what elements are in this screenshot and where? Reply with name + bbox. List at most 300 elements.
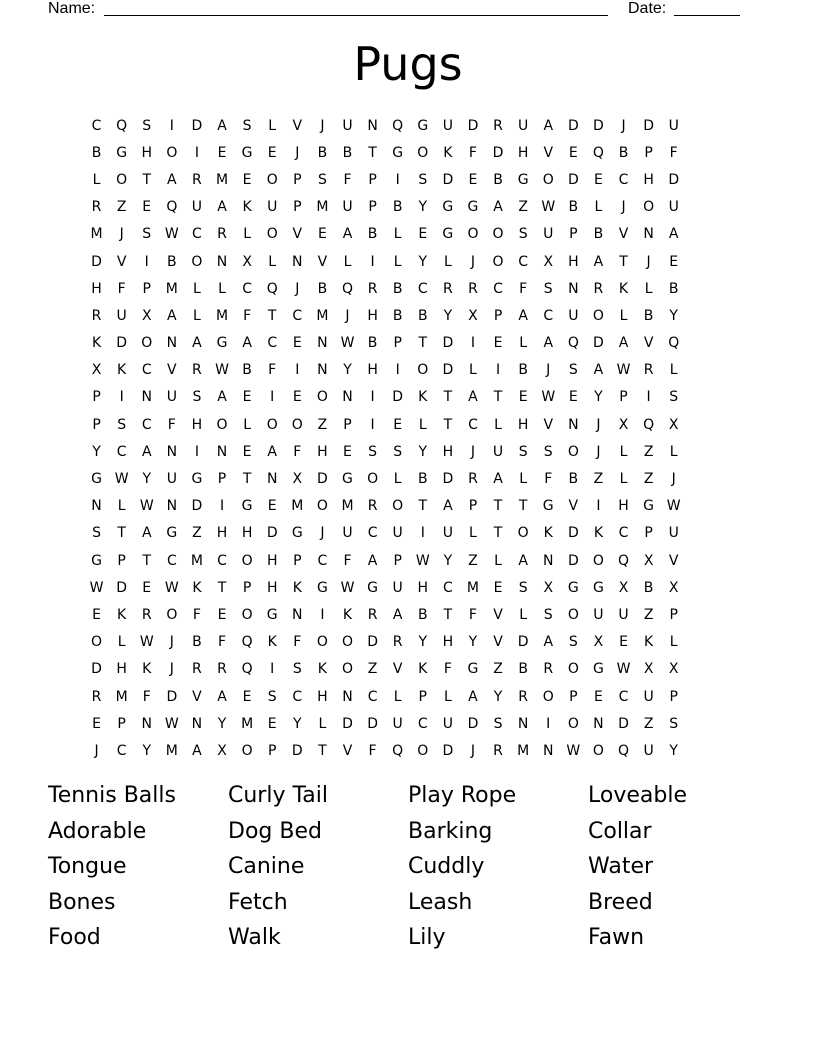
- grid-letter: L: [669, 443, 678, 460]
- grid-letter: Z: [643, 471, 654, 488]
- grid-letter: V: [116, 253, 127, 270]
- grid-letter: T: [443, 606, 453, 623]
- grid-letter: E: [242, 171, 252, 188]
- grid-letter: M: [316, 199, 329, 216]
- grid-row: [84, 710, 686, 737]
- grid-letter: G: [643, 498, 655, 515]
- grid-letter: Z: [192, 525, 202, 542]
- grid-letter: K: [418, 661, 428, 678]
- grid-letter: H: [367, 362, 378, 379]
- grid-letter: H: [241, 525, 253, 542]
- grid-letter: D: [442, 362, 454, 379]
- grid-letter: L: [519, 335, 528, 352]
- grid-letter: B: [242, 362, 252, 379]
- grid-letter: L: [393, 688, 402, 705]
- grid-letter: U: [166, 471, 177, 488]
- grid-letter: K: [644, 634, 654, 651]
- grid-letter: E: [568, 144, 578, 161]
- grid-row: [84, 547, 686, 574]
- grid-letter: L: [619, 471, 628, 488]
- grid-letter: P: [669, 606, 678, 623]
- grid-letter: A: [468, 688, 478, 705]
- grid-letter: U: [618, 606, 629, 623]
- grid-letter: Q: [392, 117, 404, 134]
- grid-letter: V: [543, 144, 554, 161]
- grid-letter: U: [166, 389, 177, 406]
- grid-letter: I: [219, 498, 225, 515]
- grid-letter: J: [646, 253, 651, 270]
- grid-letter: W: [89, 579, 104, 596]
- grid-letter: T: [443, 416, 453, 433]
- date-label: Date:: [628, 0, 667, 17]
- grid-letter: D: [191, 117, 203, 134]
- name-blank-line: [104, 15, 608, 16]
- grid-letter: S: [568, 362, 578, 379]
- grid-letter: H: [141, 144, 152, 161]
- grid-letter: J: [345, 307, 350, 324]
- grid-letter: O: [316, 389, 328, 406]
- grid-letter: A: [593, 253, 604, 270]
- grid-letter: C: [618, 525, 629, 542]
- grid-letter: X: [543, 253, 554, 270]
- grid-letter: N: [643, 226, 654, 243]
- grid-letter: A: [518, 552, 528, 569]
- grid-letter: W: [164, 715, 179, 732]
- grid-letter: L: [669, 362, 678, 379]
- grid-letter: J: [295, 144, 300, 161]
- grid-letter: D: [392, 389, 404, 406]
- grid-letter: L: [443, 253, 452, 270]
- grid-letter: P: [368, 199, 377, 216]
- grid-letter: F: [293, 634, 302, 651]
- grid-letter: I: [295, 362, 300, 379]
- grid-letter: I: [370, 389, 375, 406]
- word-bank-item: Barking: [408, 818, 493, 844]
- grid-letter: E: [92, 715, 101, 732]
- grid-letter: D: [643, 117, 654, 134]
- grid-row: [84, 194, 686, 221]
- grid-letter: X: [242, 253, 252, 270]
- grid-letter: H: [618, 498, 629, 515]
- grid-letter: K: [543, 525, 553, 542]
- grid-letter: Q: [266, 280, 278, 297]
- grid-letter: I: [270, 389, 275, 406]
- grid-letter: B: [167, 253, 177, 270]
- grid-letter: G: [216, 335, 228, 352]
- grid-letter: O: [316, 634, 328, 651]
- grid-letter: U: [342, 117, 353, 134]
- grid-letter: S: [192, 389, 202, 406]
- grid-letter: N: [166, 443, 178, 460]
- grid-letter: C: [618, 688, 629, 705]
- grid-letter: I: [395, 171, 400, 188]
- grid-letter: Z: [593, 471, 604, 488]
- grid-letter: W: [415, 552, 430, 569]
- grid-letter: S: [368, 443, 378, 460]
- grid-letter: L: [418, 416, 427, 433]
- grid-letter: B: [367, 335, 378, 352]
- grid-letter: V: [292, 117, 303, 134]
- grid-letter: N: [141, 389, 152, 406]
- grid-letter: X: [141, 307, 152, 324]
- grid-letter: R: [217, 226, 227, 243]
- grid-letter: U: [668, 117, 679, 134]
- grid-letter: H: [417, 579, 429, 596]
- grid-letter: J: [546, 362, 551, 379]
- grid-letter: R: [367, 280, 378, 297]
- grid-letter: T: [318, 742, 327, 759]
- grid-letter: B: [618, 144, 629, 161]
- grid-letter: W: [340, 335, 355, 352]
- grid-letter: A: [167, 307, 177, 324]
- grid-letter: G: [417, 117, 429, 134]
- grid-letter: D: [593, 117, 604, 134]
- grid-letter: N: [292, 253, 303, 270]
- grid-letter: B: [493, 171, 503, 188]
- grid-letter: R: [367, 606, 378, 623]
- grid-letter: T: [443, 389, 453, 406]
- grid-letter: J: [470, 742, 476, 759]
- grid-letter: F: [217, 634, 227, 651]
- grid-letter: M: [316, 307, 329, 324]
- grid-letter: J: [94, 742, 99, 759]
- grid-letter: E: [343, 443, 352, 460]
- grid-letter: P: [217, 471, 227, 488]
- grid-letter: U: [342, 199, 353, 216]
- grid-letter: T: [142, 171, 152, 188]
- grid-letter: O: [592, 307, 604, 324]
- grid-letter: M: [165, 742, 178, 759]
- grid-letter: B: [392, 280, 403, 297]
- grid-letter: T: [267, 307, 277, 324]
- grid-letter: Y: [669, 742, 678, 759]
- grid-letter: O: [166, 606, 178, 623]
- grid-letter: H: [517, 416, 529, 433]
- grid-letter: J: [119, 226, 124, 243]
- grid-letter: G: [442, 199, 454, 216]
- grid-letter: H: [317, 443, 328, 460]
- grid-letter: C: [618, 171, 629, 188]
- grid-letter: E: [593, 688, 603, 705]
- grid-letter: E: [317, 226, 327, 243]
- grid-letter: P: [493, 307, 503, 324]
- grid-letter: R: [442, 280, 453, 297]
- grid-letter: L: [92, 171, 101, 188]
- grid-letter: B: [668, 280, 679, 297]
- grid-letter: P: [242, 579, 252, 596]
- grid-letter: K: [117, 362, 127, 379]
- grid-letter: J: [320, 117, 325, 134]
- grid-letter: U: [267, 199, 278, 216]
- grid-letter: N: [317, 362, 328, 379]
- grid-letter: R: [493, 742, 503, 759]
- grid-letter: E: [292, 389, 302, 406]
- grid-letter: J: [169, 634, 174, 651]
- grid-letter: H: [442, 443, 454, 460]
- grid-letter: C: [242, 280, 252, 297]
- grid-letter: U: [392, 715, 403, 732]
- grid-letter: P: [92, 416, 101, 433]
- grid-letter: A: [167, 171, 177, 188]
- grid-letter: I: [320, 606, 325, 623]
- grid-letter: K: [342, 606, 353, 623]
- grid-letter: K: [593, 525, 604, 542]
- grid-letter: O: [643, 199, 655, 216]
- grid-letter: T: [619, 253, 628, 270]
- grid-letter: U: [342, 525, 353, 542]
- grid-letter: L: [193, 280, 201, 297]
- grid-letter: F: [343, 552, 352, 569]
- grid-letter: X: [91, 362, 102, 379]
- grid-letter: Y: [669, 307, 678, 324]
- page-title: Pugs: [353, 37, 463, 91]
- grid-letter: M: [466, 579, 479, 596]
- grid-letter: Q: [241, 634, 253, 651]
- grid-letter: R: [543, 661, 554, 678]
- grid-letter: N: [216, 443, 228, 460]
- grid-letter: O: [542, 688, 554, 705]
- grid-letter: M: [215, 171, 229, 188]
- grid-letter: V: [292, 226, 303, 243]
- grid-letter: F: [519, 280, 528, 297]
- grid-letter: V: [493, 634, 503, 651]
- grid-letter: U: [543, 226, 554, 243]
- grid-row: [84, 438, 686, 465]
- grid-letter: N: [166, 335, 178, 352]
- grid-letter: P: [117, 715, 126, 732]
- grid-letter: B: [317, 144, 328, 161]
- grid-letter: E: [418, 226, 428, 243]
- grid-letter: A: [593, 362, 604, 379]
- grid-letter: X: [593, 634, 604, 651]
- grid-letter: X: [668, 579, 679, 596]
- grid-letter: Q: [592, 144, 604, 161]
- grid-letter: P: [393, 335, 402, 352]
- grid-row: [84, 384, 686, 411]
- grid-letter: W: [114, 471, 129, 488]
- grid-letter: W: [164, 579, 179, 596]
- grid-letter: Z: [367, 661, 378, 678]
- grid-letter: L: [519, 471, 528, 488]
- grid-letter: D: [442, 742, 454, 759]
- grid-letter: A: [242, 335, 252, 352]
- grid-letter: X: [668, 661, 679, 678]
- grid-letter: N: [342, 688, 353, 705]
- grid-letter: X: [543, 579, 554, 596]
- grid-letter: U: [593, 606, 604, 623]
- grid-letter: E: [142, 579, 152, 596]
- grid-letter: I: [194, 443, 199, 460]
- grid-row: [84, 221, 686, 248]
- grid-letter: O: [542, 171, 554, 188]
- grid-letter: U: [442, 715, 453, 732]
- grid-letter: U: [442, 117, 453, 134]
- grid-letter: A: [217, 389, 227, 406]
- grid-letter: H: [517, 144, 529, 161]
- grid-letter: P: [293, 199, 302, 216]
- grid-letter: Z: [643, 606, 654, 623]
- grid-letter: N: [216, 253, 228, 270]
- grid-letter: K: [91, 335, 102, 352]
- grid-letter: S: [317, 171, 327, 188]
- grid-row: [84, 574, 686, 601]
- grid-letter: C: [417, 715, 428, 732]
- grid-letter: M: [291, 498, 304, 515]
- grid-letter: H: [442, 634, 454, 651]
- grid-letter: E: [217, 144, 227, 161]
- grid-letter: T: [518, 498, 528, 515]
- grid-letter: I: [144, 253, 149, 270]
- grid-letter: F: [544, 471, 553, 488]
- grid-letter: U: [191, 199, 203, 216]
- grid-letter: I: [546, 715, 551, 732]
- grid-letter: P: [644, 144, 653, 161]
- grid-letter: G: [166, 525, 178, 542]
- grid-row: [84, 166, 686, 193]
- grid-letter: S: [543, 280, 553, 297]
- grid-letter: C: [468, 416, 478, 433]
- grid-letter: F: [468, 144, 477, 161]
- grid-letter: I: [596, 498, 601, 515]
- grid-letter: Y: [142, 471, 152, 488]
- grid-row: [84, 302, 686, 329]
- grid-letter: L: [393, 253, 402, 270]
- grid-letter: E: [267, 498, 277, 515]
- grid-letter: B: [342, 144, 353, 161]
- grid-letter: B: [392, 199, 403, 216]
- grid-letter: D: [266, 525, 278, 542]
- grid-letter: O: [592, 552, 604, 569]
- grid-letter: T: [368, 144, 377, 161]
- grid-letter: O: [567, 443, 579, 460]
- grid-letter: V: [543, 416, 554, 433]
- grid-letter: S: [669, 389, 679, 406]
- grid-letter: A: [668, 226, 679, 243]
- word-bank-item: Tennis Balls: [48, 783, 176, 808]
- grid-letter: C: [116, 443, 127, 460]
- grid-letter: T: [418, 335, 428, 352]
- grid-letter: A: [192, 335, 202, 352]
- grid-letter: V: [568, 498, 579, 515]
- grid-letter: D: [317, 471, 328, 488]
- grid-letter: T: [493, 525, 503, 542]
- grid-letter: B: [417, 606, 428, 623]
- grid-letter: L: [318, 715, 327, 732]
- grid-letter: I: [194, 144, 199, 161]
- grid-letter: N: [367, 117, 378, 134]
- grid-letter: L: [193, 307, 201, 324]
- grid-letter: G: [442, 226, 454, 243]
- grid-letter: L: [343, 253, 352, 270]
- grid-letter: L: [443, 688, 452, 705]
- grid-letter: U: [116, 307, 127, 324]
- grid-letter: R: [493, 117, 503, 134]
- grid-letter: W: [616, 362, 631, 379]
- grid-letter: W: [139, 634, 154, 651]
- word-bank-item: Walk: [228, 925, 281, 951]
- grid-letter: G: [592, 661, 604, 678]
- word-bank-item: Food: [48, 925, 101, 951]
- grid-letter: E: [468, 171, 478, 188]
- grid-letter: E: [267, 715, 277, 732]
- grid-letter: A: [443, 498, 453, 515]
- grid-row: [84, 601, 686, 628]
- grid-letter: Y: [443, 307, 453, 324]
- grid-letter: E: [142, 199, 152, 216]
- grid-letter: P: [569, 688, 578, 705]
- grid-letter: D: [91, 661, 102, 678]
- grid-letter: N: [191, 715, 203, 732]
- grid-letter: O: [567, 715, 579, 732]
- grid-letter: M: [115, 688, 128, 705]
- word-bank-item: Curly Tail: [228, 783, 328, 808]
- grid-letter: D: [442, 471, 454, 488]
- grid-letter: D: [342, 715, 353, 732]
- grid-letter: N: [91, 498, 102, 515]
- grid-letter: F: [117, 280, 126, 297]
- grid-letter: R: [91, 688, 102, 705]
- grid-letter: Z: [116, 199, 127, 216]
- grid-letter: G: [91, 471, 102, 488]
- grid-letter: O: [341, 661, 353, 678]
- grid-letter: A: [217, 117, 227, 134]
- grid-letter: N: [542, 742, 554, 759]
- grid-letter: E: [92, 606, 101, 623]
- grid-letter: D: [116, 579, 128, 596]
- grid-letter: W: [541, 389, 556, 406]
- grid-letter: X: [618, 579, 629, 596]
- grid-letter: D: [367, 715, 378, 732]
- grid-letter: I: [370, 253, 375, 270]
- grid-letter: S: [267, 688, 277, 705]
- grid-letter: U: [668, 525, 679, 542]
- word-bank-item: Canine: [228, 854, 305, 880]
- grid-letter: C: [543, 307, 554, 324]
- grid-letter: D: [191, 498, 203, 515]
- grid-letter: E: [568, 389, 578, 406]
- grid-letter: T: [418, 498, 428, 515]
- grid-letter: O: [266, 416, 278, 433]
- grid-letter: B: [192, 634, 202, 651]
- grid-letter: H: [266, 552, 278, 569]
- grid-letter: X: [217, 742, 227, 759]
- grid-letter: D: [442, 171, 454, 188]
- grid-letter: J: [621, 117, 626, 134]
- grid-letter: R: [392, 634, 403, 651]
- grid-row: [84, 248, 686, 275]
- grid-letter: O: [517, 525, 529, 542]
- grid-letter: A: [217, 688, 227, 705]
- grid-row: [84, 465, 686, 492]
- grid-letter: P: [267, 742, 277, 759]
- grid-letter: S: [142, 117, 152, 134]
- grid-letter: U: [492, 443, 504, 460]
- grid-letter: Z: [317, 416, 328, 433]
- grid-letter: O: [417, 144, 429, 161]
- grid-letter: S: [242, 117, 252, 134]
- grid-letter: H: [191, 416, 203, 433]
- grid-letter: C: [267, 335, 278, 352]
- grid-letter: B: [392, 307, 403, 324]
- grid-letter: L: [644, 280, 653, 297]
- grid-letter: H: [568, 253, 579, 270]
- grid-letter: G: [241, 498, 253, 515]
- grid-letter: A: [217, 199, 227, 216]
- grid-letter: Q: [116, 117, 128, 134]
- grid-letter: F: [669, 144, 678, 161]
- grid-letter: A: [141, 443, 152, 460]
- grid-letter: D: [618, 715, 629, 732]
